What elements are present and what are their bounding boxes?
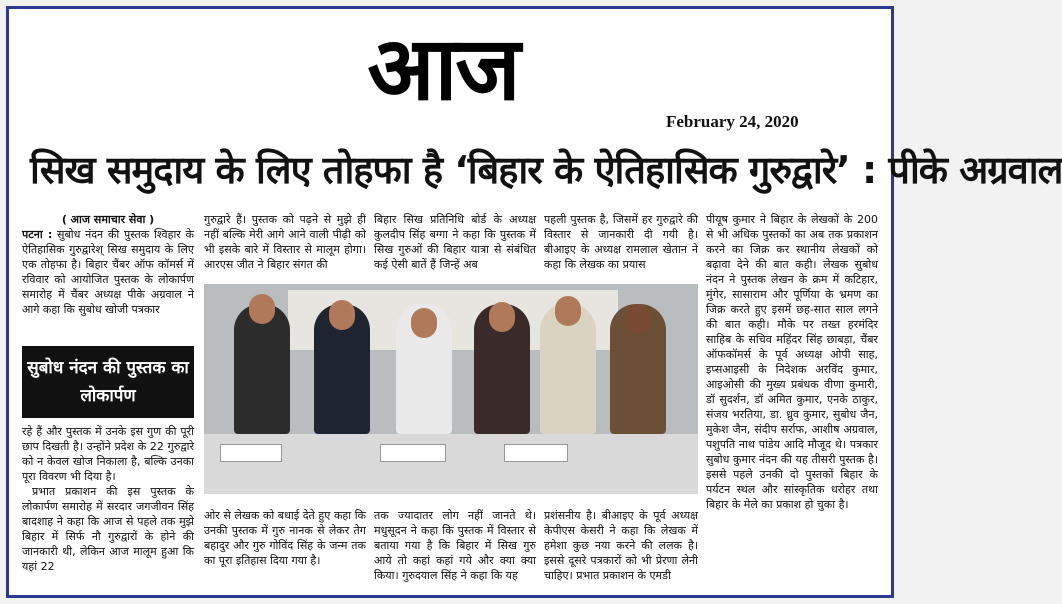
column-1-text: सुबोध नंदन की पुस्तक श्विहार के ऐतिहासिक गुरुद्वारेश् सिख समुदाय के लिए एक तोहफा है। बिहार चैंबर ऑफ कॉमर्स में रविवार को आयोजित पुस्तक के लोकार्पण समारोह में चैंबर अध्यक्ष पीके अग्रवाल ने आगे कहा कि सुबोध खोजी पत्रकार <box>22 228 195 316</box>
column-1-top <box>22 212 194 344</box>
headline: सिख समुदाय के लिए तोहफा है ‘बिहार के ऐतिहासिक गुरुद्वारे’ : पीके अग्रवाल <box>30 148 1062 192</box>
column-1-bottom <box>22 424 194 584</box>
column-5: पीयूष कुमार ने बिहार के लेखकों के 200 से भी अधिक पुस्तकों का अब तक प्रकाशन करने का जिक्र कर स्थानीय लेखकों को बढ़ावा देने की बात कही। लेखक सुबोध नंदन ने पुस्तक लेखन के क्रम में कटिहार, मुंगेर, सासाराम और पूर्णिया के भ्रमण का जिक्र करते हुए इसमें छह-सात साल लगने की बात कही। मौके पर तख्त हरमंदिर साहिब के सचिव महिंदर सिंह छाबड़ा, चैंबर ऑफकॉमर्स के पूर्व अध्यक्ष ओपी साह, इप्सआइसी के निदेशक अरविंद कुमार, आइओसी की मुख्य प्रबंधक वीणा कुमारी, डॉ सुदर्शन, डॉ अमित कुमार, एनके ठाकुर, संजय भरतिया, डा. ध्रुव कुमार, सुबोध जैन, मुकेश जैन, संदीप सर्राफ, आशीष अग्रवाल, पशुपति नाथ पांडेय आदि मौजूद थे। पत्रकार सुबोध कुमार नंदन की यह तीसरी पुस्तक है। इससे पहले उनकी दो पुस्तकों बिहार के पर्यटन स्थल और सांस्कृतिक धरोहर तथा बिहार के मेले का प्रकाश हो चुका है। <box>706 213 878 511</box>
column-2-top: गुरुद्वारे हैं। पुस्तक को पढ़ने से मुझे ही नहीं बल्कि मेरी आगे आने वाली पीढ़ी को भी इसके बारे में विस्तार से मालूम होगा। आरएस जीत ने बिहार संगत की <box>204 213 366 271</box>
clipping-date: February 24, 2020 <box>666 112 799 131</box>
column-1-paragraph: प्रभात प्रकाशन की इस पुस्तक के लोकार्पण समारोह में सरदार जगजीवन सिंह बादशाह ने कहा कि आज से पहले तक मुझे बिहार में सिर्फ नौ गुरुद्वारों के होने की जानकारी थी, लेकिन आज मालूम हुआ कि यहां 22 <box>22 485 194 573</box>
column-3-top: बिहार सिख प्रतिनिधि बोर्ड के अध्यक्ष कुलदीप सिंह बग्गा ने कहा कि पुस्तक में सिख गुरुओं की बिहार यात्रा से संबंधित कई ऐसी बातें हैं जिन्हें अब <box>374 213 536 271</box>
column-4-bottom: प्रशंसनीय है। बीआइए के पूर्व अध्यक्ष केपीएस केसरी ने कहा कि लेखक में हमेशा कुछ नया करने की ललक है। इससे दूसरे पत्रकारों को भी प्रेरणा लेनी चाहिए। प्रभात प्रकाशन के एमडी <box>544 509 698 582</box>
column-4-top: पहली पुस्तक है, जिसमें हर गुरुद्वारे की विस्तार से जानकारी दी गयी है। बीआइए के अध्यक्ष रामलाल खेतान ने कहा कि लेखक का प्रयास <box>544 213 698 271</box>
column-2-bottom: ओर से लेखक को बधाई देते हुए कहा कि उनकी पुस्तक में गुरु नानक से लेकर तेग बहादुर और गुरु गोविंद सिंह के जन्म तक का पूरा इतिहास दिया गया है। <box>204 509 366 567</box>
newspaper-masthead: आज <box>367 17 519 120</box>
subheading-box: सुबोध नंदन की पुस्तक का लोकार्पण <box>22 346 194 418</box>
byline: ( आज समाचार सेवा ) <box>61 213 155 226</box>
column-1-paragraph: रहे हैं और पुस्तक में उनके इस गुण की पूरी छाप दिखती है। उन्होंने प्रदेश के 22 गुरुद्वारे को न केवल खोज निकाला है, बल्कि उनका पूरा विवरण भी दिया है। <box>22 425 194 483</box>
group-photo <box>204 284 698 494</box>
dateline: पटना : <box>22 228 53 241</box>
column-3-bottom: तक ज्यादातर लोग नहीं जानते थे। मधुसूदन ने कहा कि पुस्तक में विस्तार से बताया गया है कि बिहार में सिख गुरु आये तो कहां कहां गये और क्या क्या किया। गुरुदयाल सिंह ने कहा कि यह <box>374 509 536 582</box>
